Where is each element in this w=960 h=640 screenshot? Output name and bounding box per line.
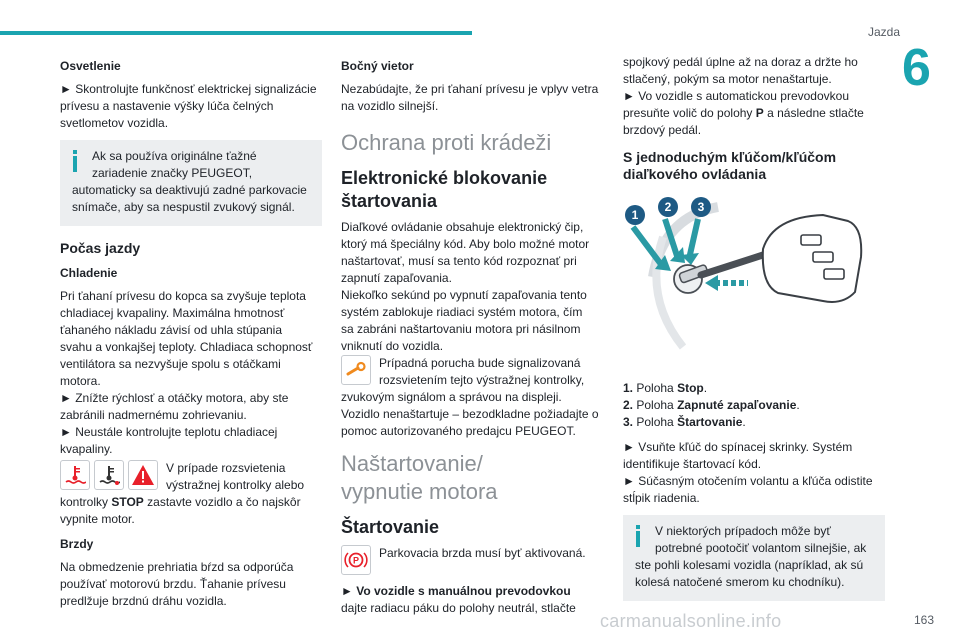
arrow-3 <box>689 219 698 259</box>
brakes-heading: Brzdy <box>60 537 94 551</box>
header-title: Jazda <box>867 25 900 39</box>
svg-text:P: P <box>352 555 360 566</box>
page-number: 163 <box>913 613 934 627</box>
stop-warning-icon <box>128 460 158 490</box>
parking-brake-icon <box>341 545 371 575</box>
fault-warning-rest: zvukovým signálom a správou na displeji. Vozidlo nenaštartuje – bezodkladne požiadajte o pomoc autorizovaného predajcu PEUGEOT. <box>341 390 599 438</box>
callout-3-label: 3 <box>697 200 705 214</box>
fault-warning-row <box>341 355 603 389</box>
ignition-key-illustration <box>623 197 885 367</box>
info-icon <box>631 525 645 547</box>
wrench-icon <box>341 355 371 385</box>
info-box-towbar <box>60 140 322 226</box>
remote-button <box>813 252 833 262</box>
cooling-line: ventilátora sa nezvyšuje spolu s otáčkami <box>60 357 281 371</box>
header-accent-bar <box>0 31 472 35</box>
key-position-item: 3. Poloha Štartovanie. <box>623 415 746 429</box>
callout-2-label: 2 <box>664 200 672 214</box>
cooling-heading: Chladenie <box>60 266 118 280</box>
key-positions-list <box>623 380 885 431</box>
cooling-line: ťahaného nákladu závisí od uhla stúpania <box>60 323 282 337</box>
cooling-text <box>60 288 322 458</box>
starting-heading: Štartovanie <box>341 517 440 537</box>
remote-button <box>824 269 844 279</box>
key-position-item: 1. Poloha Stop. <box>623 381 708 395</box>
manual-gearbox-text: ► Vo vozidle s manuálnou prevodovkou dajte radiacu páku do polohy neutrál, stlačte <box>341 584 576 615</box>
theft-heading: Ochrana proti krádeži <box>341 130 552 155</box>
start-stop-heading: Naštartovanie/ vypnutie motora <box>341 451 498 504</box>
remote-button <box>801 235 821 245</box>
cooling-line: ► Neustále kontrolujte teplotu chladiacej <box>60 425 278 439</box>
cooling-line: chladiacej kvapaliny. Maximálna hmotnosť <box>60 306 285 320</box>
column-2 <box>341 54 603 625</box>
lighting-text: ► Skontrolujte funkčnosť elektrickej signalizácie prívesu a nastavenie výšky lúča čelných svetlometov vozidla. <box>60 82 317 130</box>
cooling-line: ► Znížte rýchlosť a otáčky motora, aby ste <box>60 391 289 405</box>
parking-brake-row <box>341 545 603 575</box>
callout-1 <box>625 205 645 225</box>
cooling-line: zabránili nadmernému zohrievaniu. <box>60 408 247 422</box>
clutch-text: spojkový pedál úplne až na doraz a držte ho stlačený, pokým sa motor nenaštartuje. ► Vo vozidle s automatickou prevodovkou presuňte volič do polohy P a následne stlačte brzdový pedál. <box>623 55 864 137</box>
cooling-line: motora. <box>60 374 101 388</box>
info-box-rest: automaticky sa deaktivujú zadné parkovacie snímače, aby sa nespustil zvukový signál. <box>72 183 307 214</box>
cooling-line: Pri ťahaní prívesu do kopca sa zvyšuje teplota <box>60 289 306 303</box>
column-1 <box>60 54 322 618</box>
key-position-item: 2. Poloha Zapnuté zapaľovanie. <box>623 398 800 412</box>
key-shaft <box>701 255 763 275</box>
fault-warning-text: Prípadná porucha bude signalizovaná rozsvietením tejto výstražnej kontrolky, <box>379 356 585 387</box>
key-heading: S jednoduchým kľúčom/kľúčom diaľkového ovládania <box>623 149 837 182</box>
chapter-number: 6 <box>902 39 931 97</box>
remote-key-body <box>763 215 861 302</box>
callout-3 <box>691 197 711 217</box>
warning-lights-row <box>60 460 322 494</box>
info-icon <box>68 150 82 172</box>
immobiliser-text: Diaľkové ovládanie obsahuje elektronický čip, ktorý má špeciálny kód. Aby bolo možné motor naštartovať, musí sa tento kód rozpoznať pri zapnutí zapaľovania. Niekoľko sekúnd po vypnutí zapaľovania tento systém zablokuje riadiaci systém motora, čím sa zabráni naštartovaniu motora pri násilnom vniknutí do vozidla. <box>341 220 590 353</box>
info-box-first: Ak sa používa originálne ťažné zariadenie značky PEUGEOT, <box>92 149 257 180</box>
warning-lights-text: V prípade rozsvietenia výstražnej kontrolky alebo <box>166 461 305 492</box>
immobiliser-heading: Elektronické blokovanie štartovania <box>341 168 548 211</box>
callout-1-label: 1 <box>631 208 639 222</box>
wind-heading: Bočný vietor <box>341 59 414 73</box>
lighting-heading: Osvetlenie <box>60 59 121 73</box>
coolant-temperature-dark-icon <box>94 460 124 490</box>
watermark: carmanualsonline.info <box>600 611 782 631</box>
brakes-text: Na obmedzenie prehriatia bŕzd sa odporúča používať motorovú brzdu. Ťahanie prívesu predlžuje brzdnú dráhu vozidla. <box>60 560 294 608</box>
cooling-line: svahu a vonkajšej teploty. Chladiaca schopnosť <box>60 340 313 354</box>
stop-warning-text: kontrolky STOP zastavte vozidlo a čo najskôr vypnite motor. <box>60 495 301 526</box>
insert-key-text: ► Vsuňte kľúč do spínacej skrinky. Systém identifikuje štartovací kód. ► Súčasným otočením volantu a kľúča odistite stĺpik riadenia. <box>623 440 873 505</box>
coolant-temperature-red-icon <box>60 460 90 490</box>
column-3 <box>623 54 885 611</box>
insert-arrow-head <box>705 275 718 291</box>
wind-text: Nezabúdajte, že pri ťahaní prívesu je vplyv vetra na vozidlo silnejší. <box>341 82 599 113</box>
info-box-steering: V niektorých prípadoch môže byť potrebné pootočiť volantom silnejšie, ak ste pohli kolesami vozidla (napríklad, ak sú kolesá natočené smerom ku chodníku). <box>623 515 885 601</box>
parking-brake-text: Parkovacia brzda musí byť aktivovaná. <box>379 546 586 560</box>
callout-2 <box>658 197 678 217</box>
driving-heading: Počas jazdy <box>60 240 141 256</box>
cooling-line: kvapaliny. <box>60 442 113 456</box>
